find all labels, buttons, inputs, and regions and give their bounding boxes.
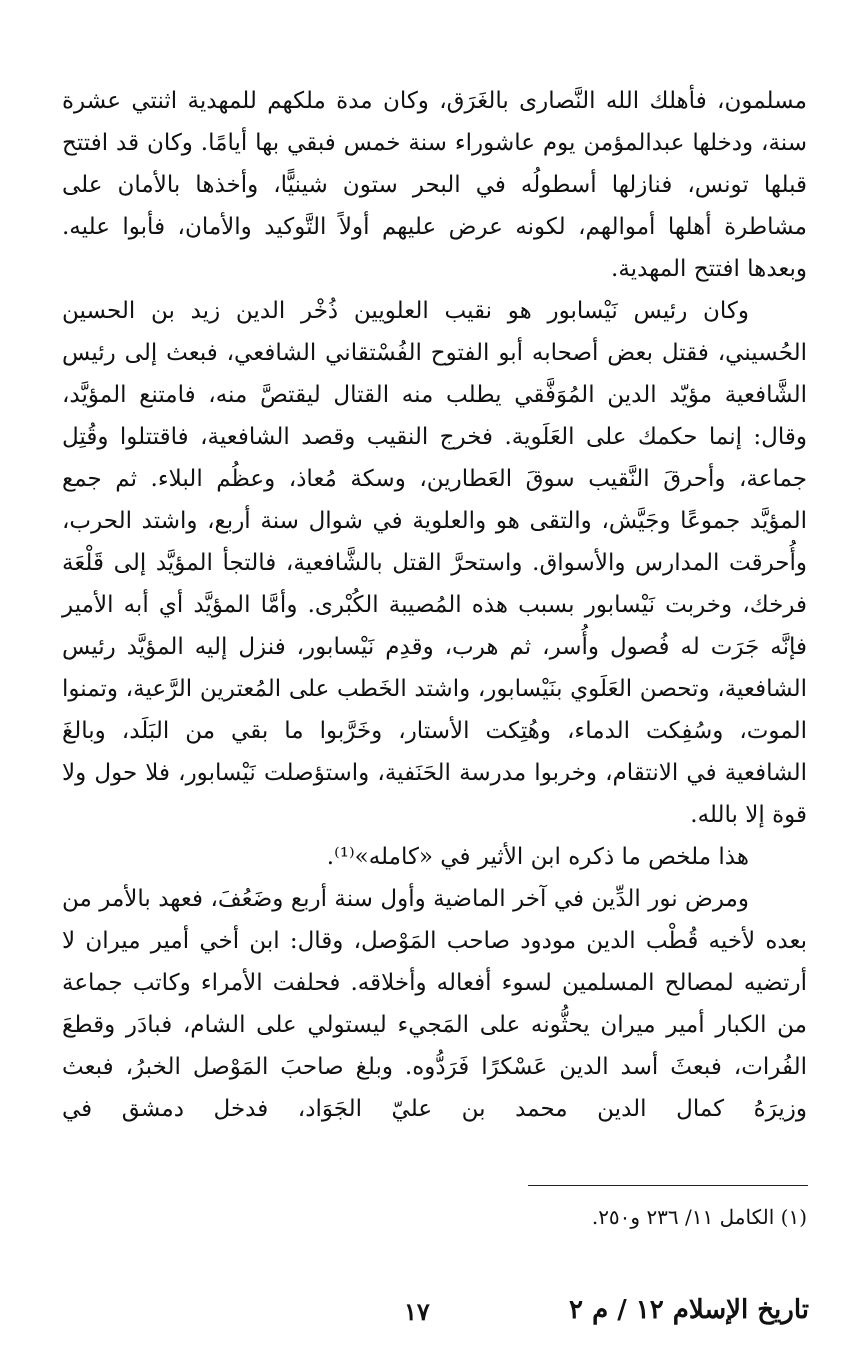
paragraph-4: ومرض نور الدِّين في آخر الماضية وأول سنة أربع وضَعُفَ، فعهد بالأمر من بعده لأخيه قُطْب الدين مودود صاحب المَوْصل، وقال: ابن أخي أمير ميران لا أرتضيه لمصالح المسلمين لسوء أفعاله وأخلاقه. فحلفت الأمراء وكاتب جماعة من الكبار أمير ميران يحثُّونه على المَجيء ليستولي على الشام، فبادَر وقطعَ الفُرات، فبعثَ أسد الدين عَسْكرًا فَرَدُّوه. وبلغ صاحبَ المَوْصل الخبرُ، فبعث وزيرَهُ كمال الدين محمد بن عليّ الجَوَاد، فدخل دمشق في [62,886,807,1122]
paragraph-2: وكان رئيس نَيْسابور هو نقيب العلويين ذُخْر الدين زيد بن الحسين الحُسيني، فقتل بعض أصحابه أبو الفتوح الفُسْتقاني الشافعي، فبعث إلى رئيس الشَّافعية مؤيّد الدين المُوَفَّقي يطلب منه القتال ليقتصَّ منه، فامتنع المؤيَّد، وقال: إنما حكمك على العَلَوية. فخرج النقيب وقصد الشافعية، فاقتتلوا وقُتِل جماعة، وأحرقَ النَّقيب سوقَ العَطارين، وسكة مُعاذ، وعظُم البلاء. ثم جمع المؤيَّد جموعًا وجَيَّش، والتقى هو والعلوية في شوال سنة أربع، واشتد الحرب، وأُحرقت المدارس والأسواق. واستحرَّ القتل بالشَّافعية، فالتجأ المؤيَّد إلى قَلْعَة فرخك، وخربت نَيْسابور بسبب هذه المُصيبة الكُبْرى. وأمَّا المؤيَّد أي أبه الأمير فإنَّه جَرَت له فُصول وأُسر، ثم هرب، وقدِم نَيْسابور، فنزل إليه المؤيَّد رئيس الشافعية، وتحصن العَلَوي بنَيْسابور، واشتد الخَطب على المُعترين الرَّعية، وتمنوا الموت، وسُفِكت الدماء، وهُتِكت الأستار، وخَرَّبوا ما بقي من البَلَد، وبالغَ الشافعية في الانتقام، وخربوا مدرسة الحَنَفية، واستؤصلت نَيْسابور، فلا حول ولا قوة إلا بالله. [62,298,807,828]
main-text [62,80,807,1130]
footnote-divider [528,1185,808,1186]
footnote: (١) الكامل ١١/ ٢٣٦ و٢٥٠. [591,1205,807,1229]
running-footer-title: تاريخ الإسلام ١٢ / م ٢ [569,1295,809,1325]
page-number: ١٧ [404,1297,430,1326]
paragraph-3: هذا ملخص ما ذكره ابن الأثير في «كامله»⁽¹⁾. [326,844,749,870]
paragraph-1: مسلمون، فأهلك الله النَّصارى بالغَرَق، وكان مدة ملكهم للمهدية اثنتي عشرة سنة، ودخلها عبدالمؤمن يوم عاشوراء سنة خمس فبقي بها أيامًا. وكان قد افتتح قبلها تونس، فنازلها أسطولُه في البحر ستون شينيًّا، وأخذها بالأمان على مشاطرة أهلها أموالهم، لكونه عرض عليهم أولاً التَّوكيد والأمان، فأبوا عليه. وبعدها افتتح المهدية. [62,88,807,282]
